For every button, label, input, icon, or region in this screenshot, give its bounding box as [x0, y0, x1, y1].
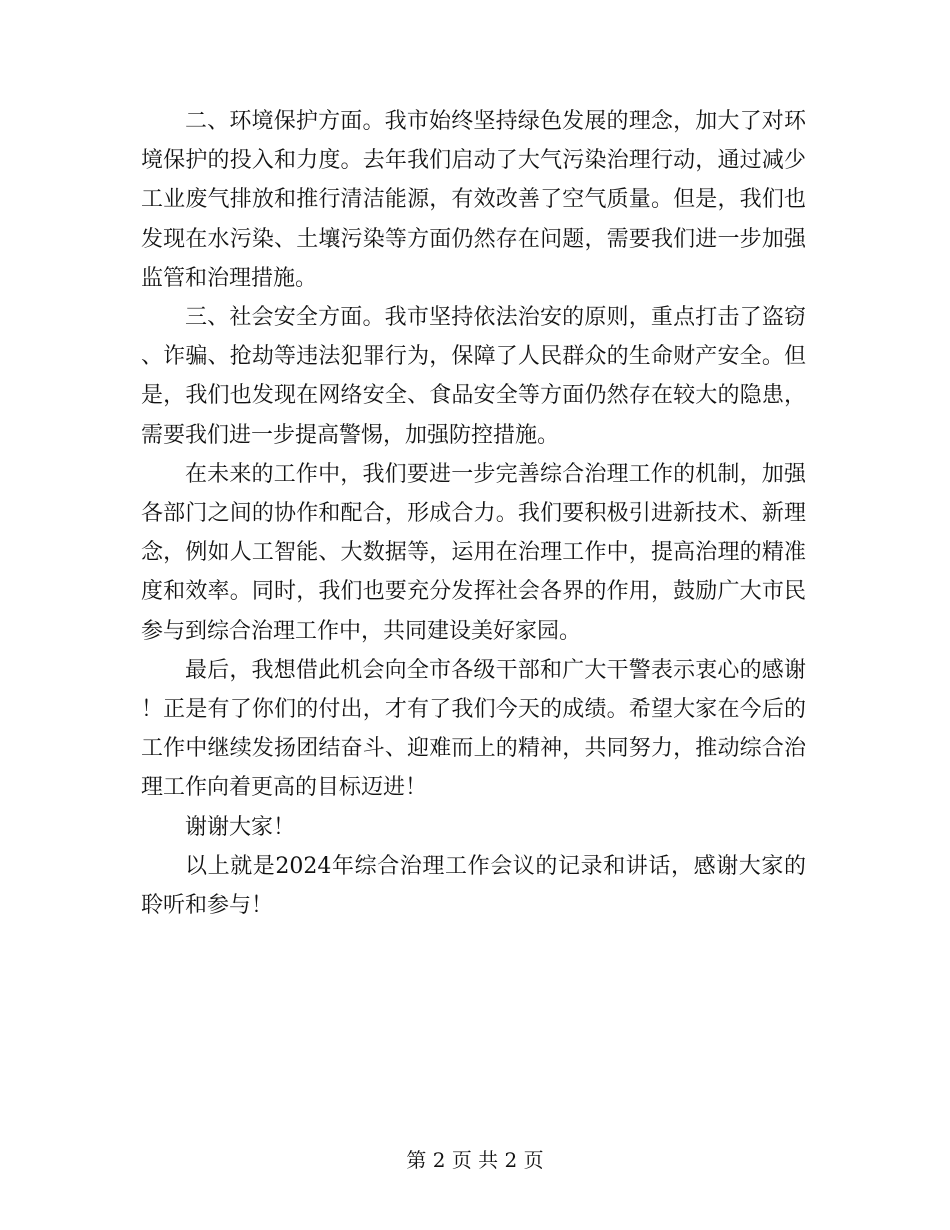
paragraph-thanks-cadres: 最后，我想借此机会向全市各级干部和广大干警表示衷心的感谢！正是有了你们的付出，才有了我们今天的成绩。希望大家在今后的工作中继续发扬团结奋斗、迎难而上的精神，共同努力，推动综合治理工作向着更高的目标迈进！ — [141, 657, 806, 801]
paragraph-environment: 二、环境保护方面。我市始终坚持绿色发展的理念，加大了对环境保护的投入和力度。去年我们启动了大气污染治理行动，通过减少工业废气排放和推行清洁能源，有效改善了空气质量。但是，我们也发现在水污染、土壤污染等方面仍然存在问题，需要我们进一步加强监管和治理措施。 — [141, 109, 806, 291]
paragraph-thank-you: 谢谢大家！ — [185, 814, 296, 840]
paragraph-public-safety: 三、社会安全方面。我市坚持依法治安的原则，重点打击了盗窃、诈骗、抢劫等违法犯罪行为，保障了人民群众的生命财产安全。但是，我们也发现在网络安全、食品安全等方面仍然存在较大的隐患，需要我们进一步提高警惕，加强防控措施。 — [141, 305, 806, 448]
paragraph-closing: 以上就是2024年综合治理工作会议的记录和讲话，感谢大家的聆听和参与！ — [141, 853, 806, 919]
paragraph-future-work: 在未来的工作中，我们要进一步完善综合治理工作的机制，加强各部门之间的协作和配合，形成合力。我们要积极引进新技术、新理念，例如人工智能、大数据等，运用在治理工作中，提高治理的精准度和效率。同时，我们也要充分发挥社会各界的作用，鼓励广大市民参与到综合治理工作中，共同建设美好家园。 — [141, 461, 806, 644]
page-number-footer: 第 2 页 共 2 页 — [406, 1148, 544, 1172]
document-body — [141, 102, 806, 925]
